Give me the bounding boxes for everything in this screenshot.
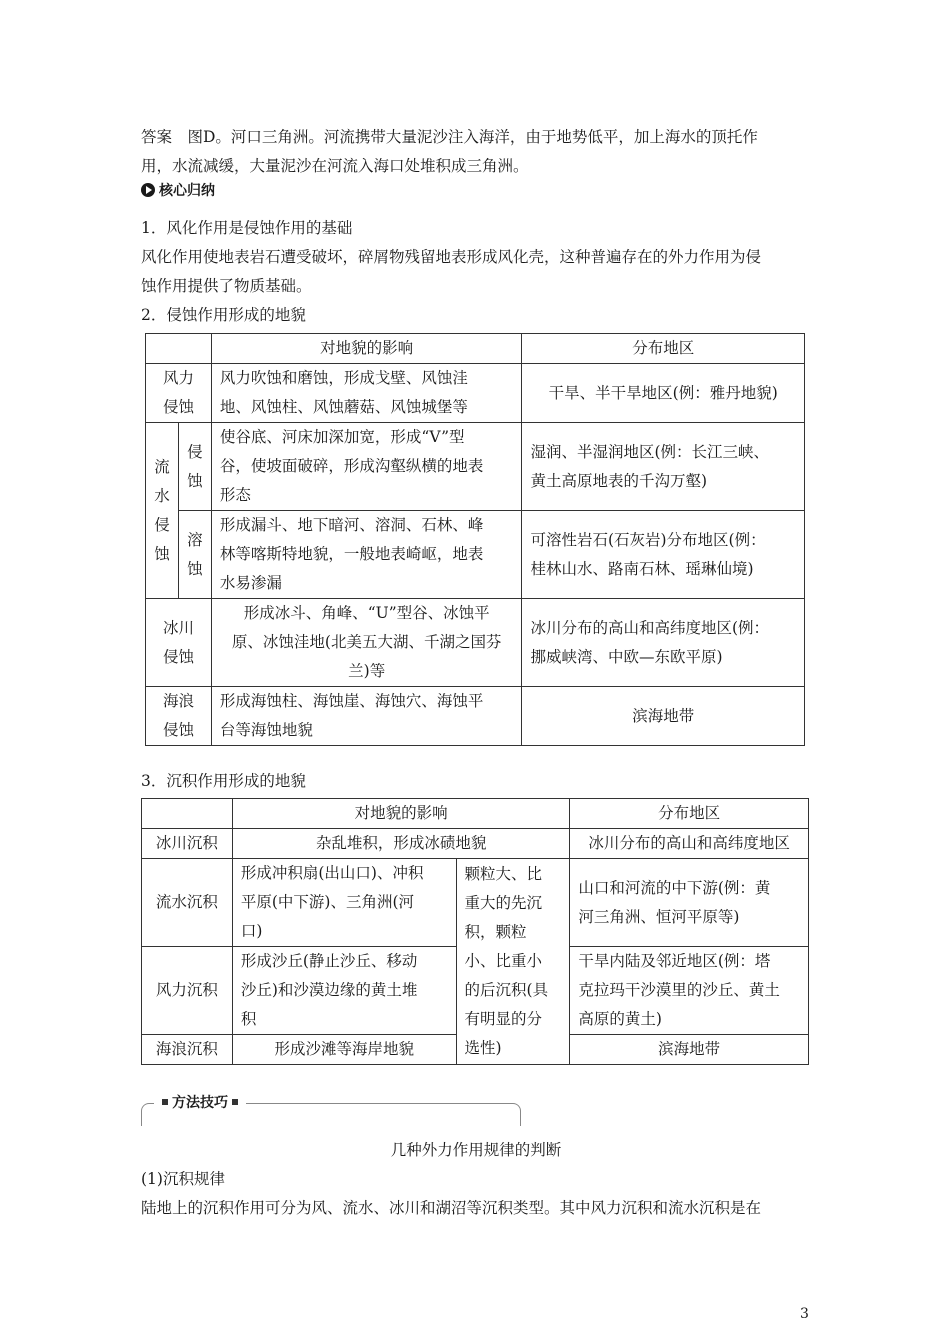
- item-text: 蚀作用提供了物质基础。: [141, 277, 312, 295]
- row-label: 风力 侵蚀: [146, 364, 212, 423]
- method-title: 几种外力作用规律的判断: [390, 1141, 562, 1159]
- cell-effect: 形成冲积扇(出山口)、冲积 平原(中下游)、三角洲(河 口): [232, 859, 456, 947]
- answer-line: 答案 图D。河口三角洲。河流携带大量泥沙注入海洋，由于地势低平，加上海水的顶托作: [141, 128, 758, 146]
- table-corner: [146, 334, 212, 364]
- particle-note: 颗粒大、比 重大的先沉 积，颗粒 小、比重小 的后沉积(具 有明显的分 选性): [456, 859, 570, 1065]
- core-item-1: [141, 214, 811, 330]
- core-item-3-title: 3．沉积作用形成的地貌: [141, 772, 306, 790]
- cell-effect: 风力吹蚀和磨蚀，形成戈壁、风蚀洼 地、风蚀柱、风蚀蘑菇、风蚀城堡等: [211, 364, 522, 423]
- cell-effect: 形成沙滩等海岸地貌: [232, 1035, 456, 1065]
- cell-region: 干旱、半干旱地区(例：雅丹地貌): [522, 364, 805, 423]
- core-summary-label: 核心归纳: [159, 183, 215, 199]
- square-bullet-icon: [232, 1099, 238, 1105]
- item-text: 风化作用使地表岩石遭受破坏，碎屑物残留地表形成风化壳，这种普遍存在的外力作用为侵: [141, 248, 762, 266]
- item-title: 2．侵蚀作用形成的地貌: [141, 306, 306, 324]
- method-label: 方法技巧: [172, 1095, 228, 1111]
- cell-effect: 形成冰斗、角峰、“U”型谷、冰蚀平 原、冰蚀洼地(北美五大湖、千湖之国芬 兰)等: [211, 599, 522, 687]
- page-number: 3: [800, 1306, 809, 1322]
- cell-region: 冰川分布的高山和高纬度地区(例： 挪威峡湾、中欧—东欧平原): [522, 599, 805, 687]
- cell-effect: 使谷底、河床加深加宽，形成“V”型 谷，使坡面破碎，形成沟壑纵横的地表 形态: [211, 423, 522, 511]
- play-circle-icon: [141, 183, 155, 197]
- cell-effect: 形成沙丘(静止沙丘、移动 沙丘)和沙漠边缘的黄土堆 积: [232, 947, 456, 1035]
- row-label: 流 水 侵 蚀: [146, 423, 179, 599]
- row-label: 海浪沉积: [142, 1035, 233, 1065]
- cell-effect: 形成漏斗、地下暗河、溶洞、石林、峰 林等喀斯特地貌，一般地表崎岖，地表 水易渗漏: [211, 511, 522, 599]
- column-header: 对地貌的影响: [232, 799, 570, 829]
- table-corner: [142, 799, 233, 829]
- cell-region: 山口和河流的中下游(例：黄 河三角洲、恒河平原等): [570, 859, 809, 947]
- sub-row-label: 侵 蚀: [178, 423, 211, 511]
- cell-region: 可溶性岩石(石灰岩)分布地区(例： 桂林山水、路南石林、瑶琳仙境): [522, 511, 805, 599]
- item-title: 1．风化作用是侵蚀作用的基础: [141, 219, 353, 237]
- cell-region: 滨海地带: [570, 1035, 809, 1065]
- answer-paragraph: [141, 123, 811, 181]
- method-body: [141, 1165, 811, 1223]
- erosion-table: [145, 333, 805, 746]
- column-header: 分布地区: [522, 334, 805, 364]
- method-header-frame: [141, 1095, 521, 1126]
- cell-region: 干旱内陆及邻近地区(例：塔 克拉玛干沙漠里的沙丘、黄土 高原的黄土): [570, 947, 809, 1035]
- cell-effect: 杂乱堆积，形成冰碛地貌: [232, 829, 570, 859]
- answer-line: 用，水流减缓，大量泥沙在河流入海口处堆积成三角洲。: [141, 157, 529, 175]
- row-label: 流水沉积: [142, 859, 233, 947]
- deposition-table: [141, 798, 809, 1065]
- method-text: 陆地上的沉积作用可分为风、流水、冰川和湖沼等沉积类型。其中风力沉积和流水沉积是在: [141, 1199, 762, 1217]
- column-header: 分布地区: [570, 799, 809, 829]
- cell-region: 冰川分布的高山和高纬度地区: [570, 829, 809, 859]
- column-header: 对地貌的影响: [211, 334, 522, 364]
- row-label: 海浪 侵蚀: [146, 687, 212, 746]
- cell-region: 滨海地带: [522, 687, 805, 746]
- cell-region: 湿润、半湿润地区(例：长江三峡、 黄土高原地表的千沟万壑): [522, 423, 805, 511]
- method-subtitle: (1)沉积规律: [141, 1170, 225, 1188]
- core-summary-header: [141, 180, 215, 200]
- row-label: 冰川沉积: [142, 829, 233, 859]
- method-header: [154, 1092, 246, 1112]
- square-bullet-icon: [162, 1099, 168, 1105]
- row-label: 冰川 侵蚀: [146, 599, 212, 687]
- cell-effect: 形成海蚀柱、海蚀崖、海蚀穴、海蚀平 台等海蚀地貌: [211, 687, 522, 746]
- row-label: 风力沉积: [142, 947, 233, 1035]
- sub-row-label: 溶 蚀: [178, 511, 211, 599]
